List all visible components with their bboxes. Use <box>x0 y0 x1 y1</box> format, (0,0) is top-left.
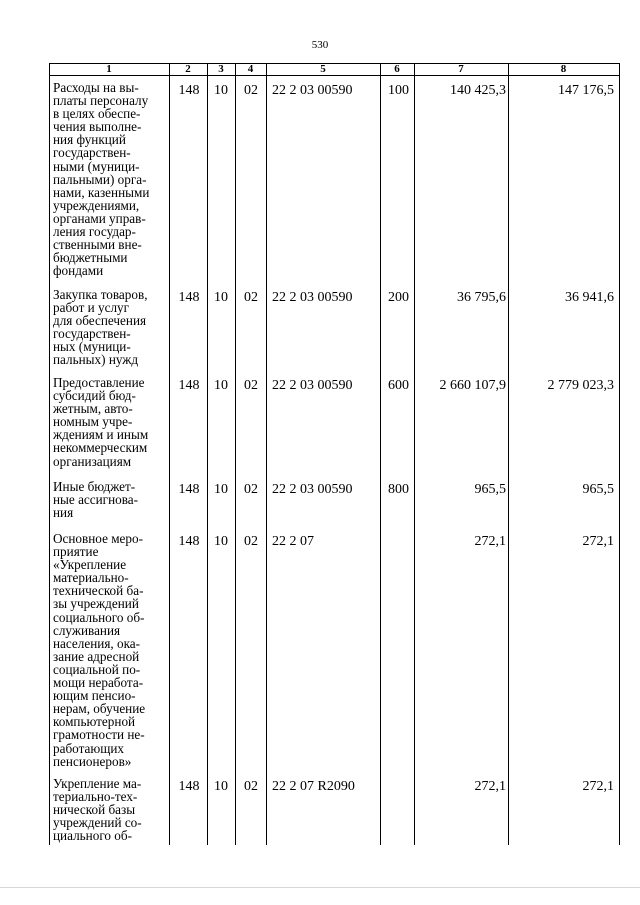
name-line: Предоставление <box>53 375 145 390</box>
column-border <box>414 63 415 845</box>
name-line: ния <box>53 505 74 521</box>
amount-col7: 2 660 107,9 <box>439 378 506 393</box>
section-code: 10 <box>214 378 228 393</box>
amount-col7: 965,5 <box>474 482 506 497</box>
column-header: 5 <box>320 63 326 75</box>
name-line: населения, ока- <box>53 635 141 651</box>
amount-col7: 272,1 <box>474 534 506 549</box>
section-code: 10 <box>214 482 228 497</box>
column-header: 3 <box>218 63 224 75</box>
name-line: работающих <box>53 740 125 756</box>
name-line: Расходы на вы- <box>53 80 139 95</box>
section-code: 10 <box>214 83 228 98</box>
row-name <box>53 376 169 468</box>
name-line: работ и услуг <box>53 300 130 316</box>
name-line: Закупка товаров, <box>53 287 148 302</box>
name-line: ющим пенсио- <box>53 688 136 704</box>
column-border <box>380 63 381 845</box>
amount-col7: 36 795,6 <box>457 290 506 305</box>
column-border <box>169 63 170 845</box>
name-line: номным учре- <box>53 414 133 430</box>
name-line: пальных) нужд <box>53 352 139 368</box>
name-line: приятие <box>53 544 99 560</box>
name-line: зы учреждений <box>53 596 139 612</box>
budget-table <box>49 63 620 845</box>
admin-code: 148 <box>178 378 200 393</box>
name-line: учреждениями, <box>53 197 140 213</box>
name-line: органами управ- <box>53 210 146 226</box>
name-line: Основное меро- <box>53 531 143 546</box>
name-line: для обеспечения <box>53 313 147 329</box>
name-line: жетным, авто- <box>53 401 133 417</box>
name-line: «Укрепление <box>53 557 127 573</box>
column-border <box>508 63 509 845</box>
name-line: социального об- <box>53 609 145 625</box>
name-line: мощи неработа- <box>53 675 144 691</box>
name-line: грамотности не- <box>53 727 145 743</box>
amount-col7: 140 425,3 <box>450 83 506 98</box>
column-header: 8 <box>560 63 567 75</box>
expense-type: 100 <box>388 83 409 98</box>
name-line: служивания <box>53 622 121 638</box>
amount-col7: 272,1 <box>474 779 506 794</box>
target-code: 22 2 07 <box>272 534 314 549</box>
name-line: Укрепление ма- <box>53 776 142 791</box>
row-name <box>53 288 169 367</box>
target-code: 22 2 07 R2090 <box>272 779 355 794</box>
target-code: 22 2 03 00590 <box>272 482 353 497</box>
admin-code: 148 <box>178 534 200 549</box>
amount-col8: 147 176,5 <box>558 83 614 98</box>
column-border <box>49 63 50 845</box>
admin-code: 148 <box>178 779 200 794</box>
subsection-code: 02 <box>244 290 258 305</box>
name-line: организациям <box>53 453 132 469</box>
scan-edge-line <box>0 887 640 888</box>
column-header: 2 <box>185 63 191 75</box>
section-code: 10 <box>214 779 228 794</box>
amount-col8: 36 941,6 <box>565 290 614 305</box>
target-code: 22 2 03 00590 <box>272 378 353 393</box>
name-line: государствен- <box>53 326 131 342</box>
subsection-code: 02 <box>244 83 258 98</box>
amount-col8: 272,1 <box>582 779 614 794</box>
amount-col8: 272,1 <box>582 534 614 549</box>
column-border <box>235 63 236 845</box>
subsection-code: 02 <box>244 378 258 393</box>
name-line: нами, казенными <box>53 184 150 200</box>
amount-col8: 2 779 023,3 <box>547 378 614 393</box>
column-header: 1 <box>106 63 112 75</box>
subsection-code: 02 <box>244 482 258 497</box>
name-line: Иные бюджет- <box>53 479 136 494</box>
row-name <box>53 81 169 277</box>
name-line: пальными) орга- <box>53 171 147 187</box>
name-line: ждениям и иным <box>53 427 149 443</box>
target-code: 22 2 03 00590 <box>272 83 353 98</box>
admin-code: 148 <box>178 290 200 305</box>
name-line: в целях обеспе- <box>53 106 141 122</box>
name-line: государствен- <box>53 145 131 161</box>
name-line: ления государ- <box>53 224 136 240</box>
name-line: компьютерной <box>53 714 136 730</box>
expense-type: 600 <box>388 378 409 393</box>
page-number: 530 <box>311 39 329 51</box>
subsection-code: 02 <box>244 779 258 794</box>
name-line: пенсионеров» <box>53 753 132 769</box>
name-line: некоммерческим <box>53 440 148 456</box>
name-line: ственными вне- <box>53 237 142 253</box>
column-header: 7 <box>458 63 464 75</box>
column-border <box>619 63 620 845</box>
amount-col8: 965,5 <box>582 482 614 497</box>
column-header: 4 <box>247 63 254 75</box>
admin-code: 148 <box>178 83 200 98</box>
name-line: териально-тех- <box>53 789 138 805</box>
admin-code: 148 <box>178 482 200 497</box>
subsection-code: 02 <box>244 534 258 549</box>
row-name <box>53 777 169 842</box>
name-line: зание адресной <box>53 648 140 664</box>
row-name <box>53 480 169 519</box>
row-name <box>53 532 169 768</box>
section-code: 10 <box>214 534 228 549</box>
name-line: материально- <box>53 570 129 586</box>
expense-type: 200 <box>388 290 409 305</box>
header-bottom-border <box>49 75 620 76</box>
name-line: бюджетными <box>53 250 128 266</box>
name-line: учреждений со- <box>53 815 142 831</box>
name-line: чения выполне- <box>53 119 142 135</box>
target-code: 22 2 03 00590 <box>272 290 353 305</box>
name-line: ния функций <box>53 132 126 148</box>
name-line: технической ба- <box>53 583 144 599</box>
name-line: социальной по- <box>53 661 141 677</box>
name-line: платы персоналу <box>53 93 149 109</box>
name-line: фондами <box>53 263 104 279</box>
expense-type: 800 <box>388 482 409 497</box>
name-line: циального об- <box>53 828 132 844</box>
column-header: 6 <box>394 63 400 75</box>
name-line: ных (муници- <box>53 339 131 355</box>
name-line: нической базы <box>53 802 136 818</box>
section-code: 10 <box>214 290 228 305</box>
column-border <box>207 63 208 845</box>
name-line: ные ассигнова- <box>53 492 139 508</box>
column-border <box>266 63 267 845</box>
name-line: ными (муници- <box>53 158 140 174</box>
name-line: нерам, обучение <box>53 701 146 717</box>
name-line: субсидий бюд- <box>53 388 136 404</box>
